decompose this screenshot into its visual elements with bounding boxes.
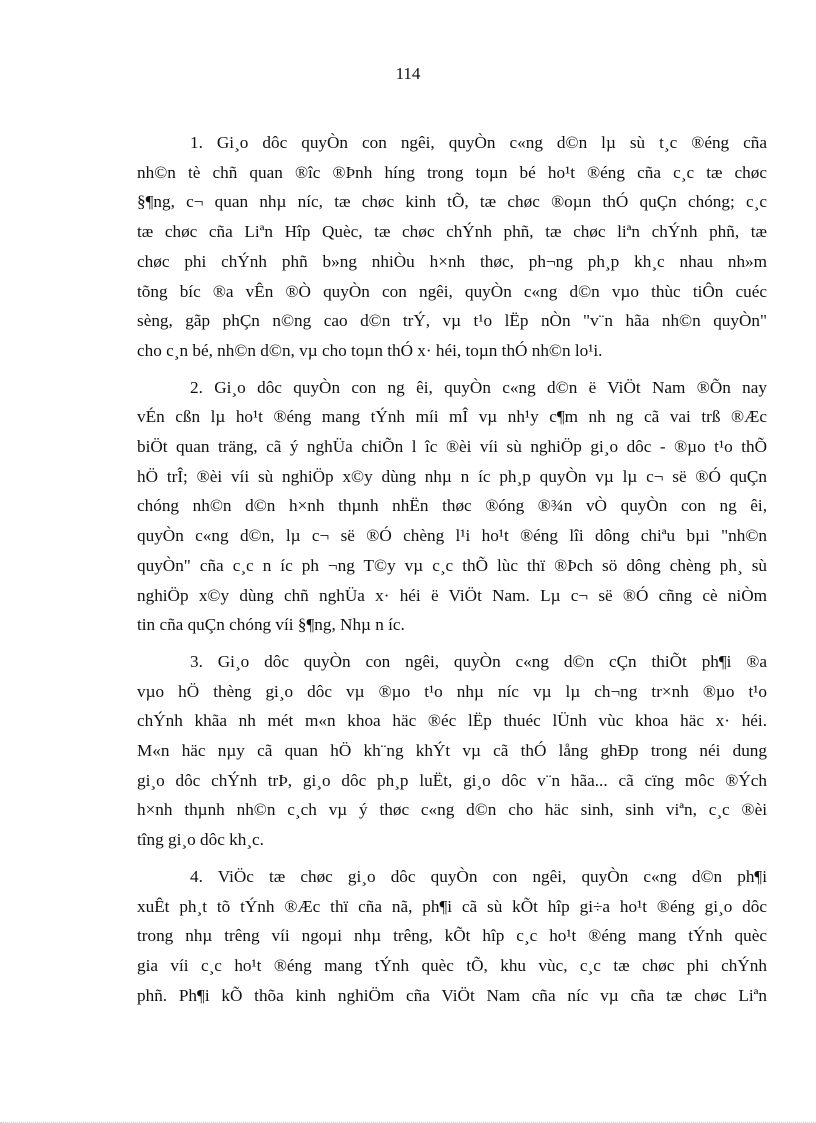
text-line: quyÒn" cña c¸c n íc ph ¬ng T©y vµ c¸c thÕ lùc thï ®Þch sö dông chèng ph¸ sù (137, 555, 767, 575)
text-line: §¶ng, c¬ quan nhµ níc, tæ chøc kinh tÕ, tæ chøc ®oµn thÓ quÇn chóng; c¸c (137, 192, 767, 212)
text-line: tæ chøc cña Liªn Hîp Quèc, tæ chøc chÝnh phñ, tæ chøc liªn chÝnh phñ, tæ (137, 222, 767, 242)
text-line: cho c¸n bé, nh©n d©n, vµ cho toµn thÓ x· héi, toµn thÓ nh©n lo¹i. (137, 340, 603, 360)
paragraph-1 (137, 128, 767, 366)
paragraph-2 (137, 373, 767, 640)
text-line: sèng, gãp phÇn n©ng cao d©n trÝ, vµ t¹o lËp nÒn "v¨n hãa nh©n quyÒn" (137, 311, 767, 331)
paragraph-3 (137, 647, 767, 855)
text-line: vµo hÖ thèng gi¸o dôc vµ ®µo t¹o nhµ níc vµ lµ ch¬ng tr×nh ®µo t¹o (137, 681, 767, 701)
body-text (137, 128, 767, 1017)
text-line: quyÒn c«ng d©n, lµ c¬ së ®Ó chèng l¹i ho¹t ®éng lîi dông chiªu bµi "nh©n (137, 526, 767, 546)
text-line: 2. Gi¸o dôc quyÒn con ng êi, quyÒn c«ng d©n ë ViÖt Nam ®Õn nay (190, 377, 767, 397)
text-line: vÉn cßn lµ ho¹t ®éng mang tÝnh míi mÎ vµ nh¹y c¶m nh ng cã vai trß ®Æc (137, 407, 767, 427)
paragraph-4 (137, 862, 767, 1011)
text-line: biÖt quan träng, cã ý nghÜa chiÕn l îc ®èi víi sù nghiÖp gi¸o dôc - ®µo t¹o thÕ (137, 437, 767, 457)
text-line: 1. Gi¸o dôc quyÒn con ngêi, quyÒn c«ng d©n lµ sù t¸c ®éng cña (190, 133, 767, 152)
text-line: xuÊt ph¸t tõ tÝnh ®Æc thï cña nã, ph¶i cã sù kÕt hîp gi÷a ho¹t ®éng gi¸o dôc (137, 896, 767, 916)
page-number: 114 (395, 64, 421, 83)
text-line: chÝnh khãa nh mét m«n khoa häc ®éc lËp thuéc lÜnh vùc khoa häc x· héi. (137, 711, 767, 731)
text-line: chøc phi chÝnh phñ b»ng nhiÒu h×nh thøc, ph¬ng ph¸p kh¸c nhau nh»m (137, 251, 767, 271)
text-line: 4. ViÖc tæ chøc gi¸o dôc quyÒn con ngêi, quyÒn c«ng d©n ph¶i (190, 866, 767, 886)
text-line: h×nh thµnh nh©n c¸ch vµ ý thøc c«ng d©n cho häc sinh, sinh viªn, c¸c ®èi (137, 800, 767, 820)
text-line: gia víi c¸c ho¹t ®éng mang tÝnh quèc tÕ, khu vùc, c¸c tæ chøc phi chÝnh (137, 955, 767, 975)
text-line: 3. Gi¸o dôc quyÒn con ngêi, quyÒn c«ng d©n cÇn thiÕt ph¶i ®a (190, 651, 767, 671)
text-line: tîng gi¸o dôc kh¸c. (137, 830, 264, 850)
text-line: tin cña quÇn chóng víi §¶ng, Nhµ n íc. (137, 615, 405, 635)
text-line: M«n häc nµy cã quan hÖ kh¨ng khÝt vµ cã thÓ lång ghÐp trong néi dung (137, 741, 767, 761)
text-line: hÖ trÎ; ®èi víi sù nghiÖp x©y dùng nhµ n íc ph¸p quyÒn vµ lµ c¬ së ®Ó quÇn (137, 466, 767, 486)
text-line: tõng bíc ®a vÊn ®Ò quyÒn con ngêi, quyÒn c«ng d©n vµo thùc tiÔn cuéc (137, 281, 767, 301)
text-line: nh©n tè chñ quan ®îc ®Þnh híng trong toµn bé ho¹t ®éng cña c¸c tæ chøc (137, 162, 767, 182)
text-line: trong nhµ trêng víi ngoµi nhµ trêng, kÕt hîp c¸c ho¹t ®éng mang tÝnh quèc (137, 926, 767, 946)
text-line: chóng nh©n d©n h×nh thµnh nhËn thøc ®óng ®¾n vÒ quyÒn con ng êi, (137, 496, 767, 516)
text-line: phñ. Ph¶i kÕ thõa kinh nghiÖm cña ViÖt Nam cña níc vµ cña tæ chøc Liªn (137, 985, 767, 1005)
text-line: gi¸o dôc chÝnh trÞ, gi¸o dôc ph¸p luËt, gi¸o dôc v¨n hãa... cã cïng môc ®Ých (137, 770, 767, 790)
text-line: nghiÖp x©y dùng chñ nghÜa x· héi ë ViÖt Nam. Lµ c¬ së ®Ó cñng cè niÒm (137, 585, 767, 605)
